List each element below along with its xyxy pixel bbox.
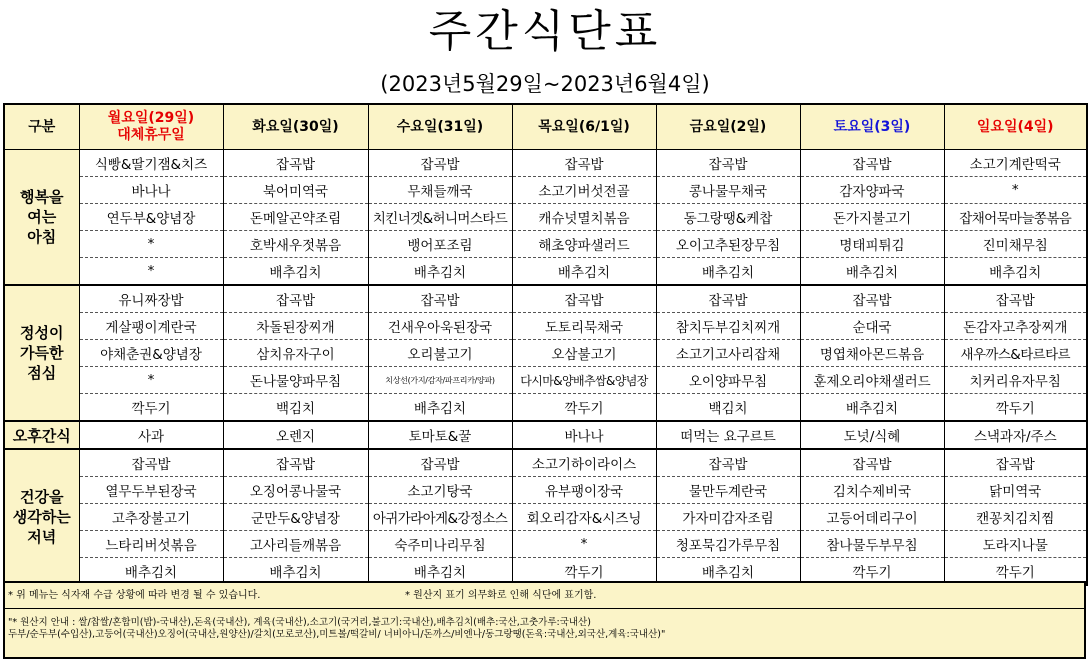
- menu-cell: 열무두부된장국: [79, 477, 223, 504]
- menu-cell: 도넛/식혜: [800, 421, 944, 449]
- dinner-label-line: 저녁: [27, 528, 57, 546]
- menu-cell: 오렌지: [223, 421, 368, 449]
- menu-cell: 캔꽁치김치찜: [944, 504, 1087, 531]
- dinner-row: [4, 504, 1087, 531]
- menu-cell: 깍두기: [944, 558, 1087, 586]
- menu-cell: 삼치유자구이: [223, 340, 368, 367]
- dinner-label-line: 생각하는: [12, 508, 71, 526]
- menu-cell: 돈감자고추장찌개: [944, 313, 1087, 340]
- menu-cell: 청포묵김가루무침: [656, 531, 800, 558]
- tuesday-header: 화요일(30일): [223, 104, 368, 150]
- menu-cell: 무채들깨국: [368, 177, 512, 204]
- menu-cell: 고등어데리구이: [800, 504, 944, 531]
- origin-notice: * 원산지 표기 의무화로 인해 식단에 표기함.: [405, 590, 597, 601]
- thursday-header: 목요일(6/1일): [512, 104, 656, 150]
- menu-cell: 깍두기: [79, 394, 223, 422]
- menu-cell: 콩나물무채국: [656, 177, 800, 204]
- menu-cell: 잡곡밥: [512, 150, 656, 177]
- saturday-header: 토요일(3일): [800, 104, 944, 150]
- menu-cell: 진미채무침: [944, 231, 1087, 258]
- menu-cell: 배추김치: [944, 258, 1087, 286]
- monday-date: 월요일(29일): [107, 110, 195, 126]
- menu-cell: 소고기고사리잡채: [656, 340, 800, 367]
- menu-cell: 잡곡밥: [800, 449, 944, 477]
- menu-cell: 잡곡밥: [656, 449, 800, 477]
- origin-info: [8, 617, 665, 641]
- menu-cell: 잡곡밥: [368, 285, 512, 313]
- menu-cell: 잡곡밥: [512, 285, 656, 313]
- menu-cell: 돈가지불고기: [800, 204, 944, 231]
- menu-cell: 잡채어묵마늘쫑볶음: [944, 204, 1087, 231]
- menu-cell: 소고기하이라이스: [512, 449, 656, 477]
- menu-cell: 배추김치: [800, 258, 944, 286]
- breakfast-row: [4, 258, 1087, 286]
- menu-cell: 잡곡밥: [656, 150, 800, 177]
- breakfast-label-line: 아침: [27, 228, 57, 246]
- menu-cell: 돈나물양파무침: [223, 367, 368, 394]
- menu-cell: 캐슈넛멸치볶음: [512, 204, 656, 231]
- menu-cell: 떠먹는 요구르트: [656, 421, 800, 449]
- dinner-row: [4, 477, 1087, 504]
- menu-cell: 오징어콩나물국: [223, 477, 368, 504]
- menu-cell: 건새우아욱된장국: [368, 313, 512, 340]
- menu-cell: 군만두&양념장: [223, 504, 368, 531]
- menu-cell: 치킨너겟&허니머스타드: [368, 204, 512, 231]
- menu-cell: 새우까스&타르타르: [944, 340, 1087, 367]
- menu-cell: 게살팽이계란국: [79, 313, 223, 340]
- menu-cell: 숙주미나리무침: [368, 531, 512, 558]
- menu-cell: 잡곡밥: [800, 150, 944, 177]
- menu-cell: 잡곡밥: [223, 449, 368, 477]
- menu-cell: 배추김치: [368, 258, 512, 286]
- dinner-row: [4, 449, 1087, 477]
- menu-cell: *: [79, 231, 223, 258]
- menu-cell: 돈메알곤약조림: [223, 204, 368, 231]
- menu-cell: 동그랑땡&케찹: [656, 204, 800, 231]
- menu-cell: *: [79, 258, 223, 286]
- menu-cell: 명엽채아몬드볶음: [800, 340, 944, 367]
- menu-cell: 오이양파무침: [656, 367, 800, 394]
- menu-cell: 북어미역국: [223, 177, 368, 204]
- menu-cell: 유니짜장밥: [79, 285, 223, 313]
- menu-cell: 바나나: [79, 177, 223, 204]
- menu-cell: 잡곡밥: [223, 150, 368, 177]
- menu-cell: 뱅어포조림: [368, 231, 512, 258]
- menu-cell: 다시마&양배추쌈&양념장: [512, 367, 656, 394]
- menu-cell: 배추김치: [368, 558, 512, 586]
- menu-cell: 물만두계란국: [656, 477, 800, 504]
- menu-cell: 느타리버섯볶음: [79, 531, 223, 558]
- menu-cell: 참치두부김치찌개: [656, 313, 800, 340]
- menu-cell: 백김치: [656, 394, 800, 422]
- menu-cell: 닭미역국: [944, 477, 1087, 504]
- menu-cell: 아귀가라아게&강정소스: [368, 504, 512, 531]
- menu-cell: 연두부&양념장: [79, 204, 223, 231]
- page-title: 주간식단표: [428, 6, 662, 57]
- menu-cell: 스낵과자/주스: [944, 421, 1087, 449]
- menu-cell: 잡곡밥: [656, 285, 800, 313]
- lunch-label-line: 점심: [27, 364, 57, 382]
- dinner-label-line: 건강을: [20, 488, 64, 506]
- menu-cell: 소고기계란떡국: [944, 150, 1087, 177]
- breakfast-label: [4, 150, 79, 286]
- menu-cell: 차돌된장찌개: [223, 313, 368, 340]
- menu-cell: 오삼불고기: [512, 340, 656, 367]
- menu-cell: 깍두기: [512, 558, 656, 586]
- menu-cell: 감자양파국: [800, 177, 944, 204]
- breakfast-row: [4, 150, 1087, 177]
- menu-cell: 야채춘권&양념장: [79, 340, 223, 367]
- menu-cell: 순대국: [800, 313, 944, 340]
- lunch-label-line: 가득한: [20, 344, 64, 362]
- menu-cell: 사과: [79, 421, 223, 449]
- menu-cell: 도토리묵채국: [512, 313, 656, 340]
- wednesday-header: 수요일(31일): [368, 104, 512, 150]
- menu-cell: 유부팽이장국: [512, 477, 656, 504]
- monday-header: [79, 104, 223, 150]
- category-header: 구분: [4, 104, 79, 150]
- sunday-header: 일요일(4일): [944, 104, 1087, 150]
- lunch-row: [4, 394, 1087, 422]
- menu-cell: 잡곡밥: [368, 150, 512, 177]
- menu-cell: 호박새우젓볶음: [223, 231, 368, 258]
- menu-cell: 치상선(가지/감자/파프리카/양파): [368, 367, 512, 394]
- menu-cell: 배추김치: [512, 258, 656, 286]
- menu-cell: 회오리감자&시즈닝: [512, 504, 656, 531]
- lunch-row: [4, 367, 1087, 394]
- menu-cell: 배추김치: [223, 258, 368, 286]
- menu-cell: 깍두기: [944, 394, 1087, 422]
- lunch-label: [4, 285, 79, 421]
- menu-cell: 잡곡밥: [223, 285, 368, 313]
- menu-cell: 잡곡밥: [944, 449, 1087, 477]
- menu-cell: 식빵&딸기잼&치즈: [79, 150, 223, 177]
- notes-box: [3, 581, 1086, 659]
- header-row: [4, 104, 1087, 150]
- menu-cell: 바나나: [512, 421, 656, 449]
- menu-cell: 배추김치: [368, 394, 512, 422]
- lunch-row: [4, 285, 1087, 313]
- menu-cell: 해초양파샐러드: [512, 231, 656, 258]
- menu-cell: 소고기탕국: [368, 477, 512, 504]
- dinner-label: [4, 449, 79, 585]
- menu-cell: *: [944, 177, 1087, 204]
- menu-cell: 훈제오리야채샐러드: [800, 367, 944, 394]
- menu-cell: 배추김치: [79, 558, 223, 586]
- snack-row: [4, 421, 1087, 449]
- menu-cell: 배추김치: [656, 558, 800, 586]
- menu-cell: 오리불고기: [368, 340, 512, 367]
- menu-cell: 깍두기: [800, 558, 944, 586]
- dinner-row: [4, 531, 1087, 558]
- lunch-label-line: 정성이: [20, 324, 64, 342]
- breakfast-label-line: 여는: [27, 208, 57, 226]
- menu-cell: 가자미감자조림: [656, 504, 800, 531]
- lunch-row: [4, 313, 1087, 340]
- date-range: (2023년5월29일~2023년6월4일): [380, 72, 710, 96]
- breakfast-label-line: 행복을: [20, 188, 64, 206]
- change-notice: * 위 메뉴는 식자재 수급 상황에 따라 변경 될 수 있습니다.: [8, 590, 261, 601]
- menu-cell: 오이고추된장무침: [656, 231, 800, 258]
- menu-cell: *: [512, 531, 656, 558]
- menu-cell: 잡곡밥: [800, 285, 944, 313]
- menu-cell: 참나물두부무침: [800, 531, 944, 558]
- menu-cell: 김치수제비국: [800, 477, 944, 504]
- menu-cell: 백김치: [223, 394, 368, 422]
- monday-holiday-note: 대체휴무일: [117, 127, 185, 143]
- menu-cell: *: [79, 367, 223, 394]
- menu-cell: 토마토&꿀: [368, 421, 512, 449]
- menu-cell: 배추김치: [800, 394, 944, 422]
- menu-cell: 잡곡밥: [79, 449, 223, 477]
- notes-line: [5, 583, 1084, 609]
- menu-cell: 배추김치: [656, 258, 800, 286]
- breakfast-row: [4, 204, 1087, 231]
- menu-cell: 배추김치: [223, 558, 368, 586]
- origin-info-line: "* 원산지 안내 : 쌀/찹쌀/혼합미(밥)-국내산),돈육(국내산), 계육(국내산),소고기(국거리,불고기:국내산),배추김치(배추:국산,고춧가루:국내산): [8, 617, 591, 628]
- origin-info-line: 두부/순두부(수입산),고등어(국내산)오징어(국내산,원양산)/갈치(모로코산),미트볼/떡갈비/ 너비아니/돈까스/비엔나/동그랑땡(돈육:국내산,외국산,계육:국내산)": [8, 629, 666, 640]
- friday-header: 금요일(2일): [656, 104, 800, 150]
- menu-cell: 고추장불고기: [79, 504, 223, 531]
- snack-label: 오후간식: [4, 421, 79, 449]
- breakfast-row: [4, 231, 1087, 258]
- lunch-row: [4, 340, 1087, 367]
- weekly-menu-table: [3, 103, 1088, 586]
- menu-cell: 깍두기: [512, 394, 656, 422]
- menu-cell: 도라지나물: [944, 531, 1087, 558]
- breakfast-row: [4, 177, 1087, 204]
- menu-cell: 고사리들깨볶음: [223, 531, 368, 558]
- menu-cell: 잡곡밥: [368, 449, 512, 477]
- menu-cell: 치커리유자무침: [944, 367, 1087, 394]
- menu-cell: 명태피튀김: [800, 231, 944, 258]
- menu-cell: 잡곡밥: [944, 285, 1087, 313]
- menu-cell: 소고기버섯전골: [512, 177, 656, 204]
